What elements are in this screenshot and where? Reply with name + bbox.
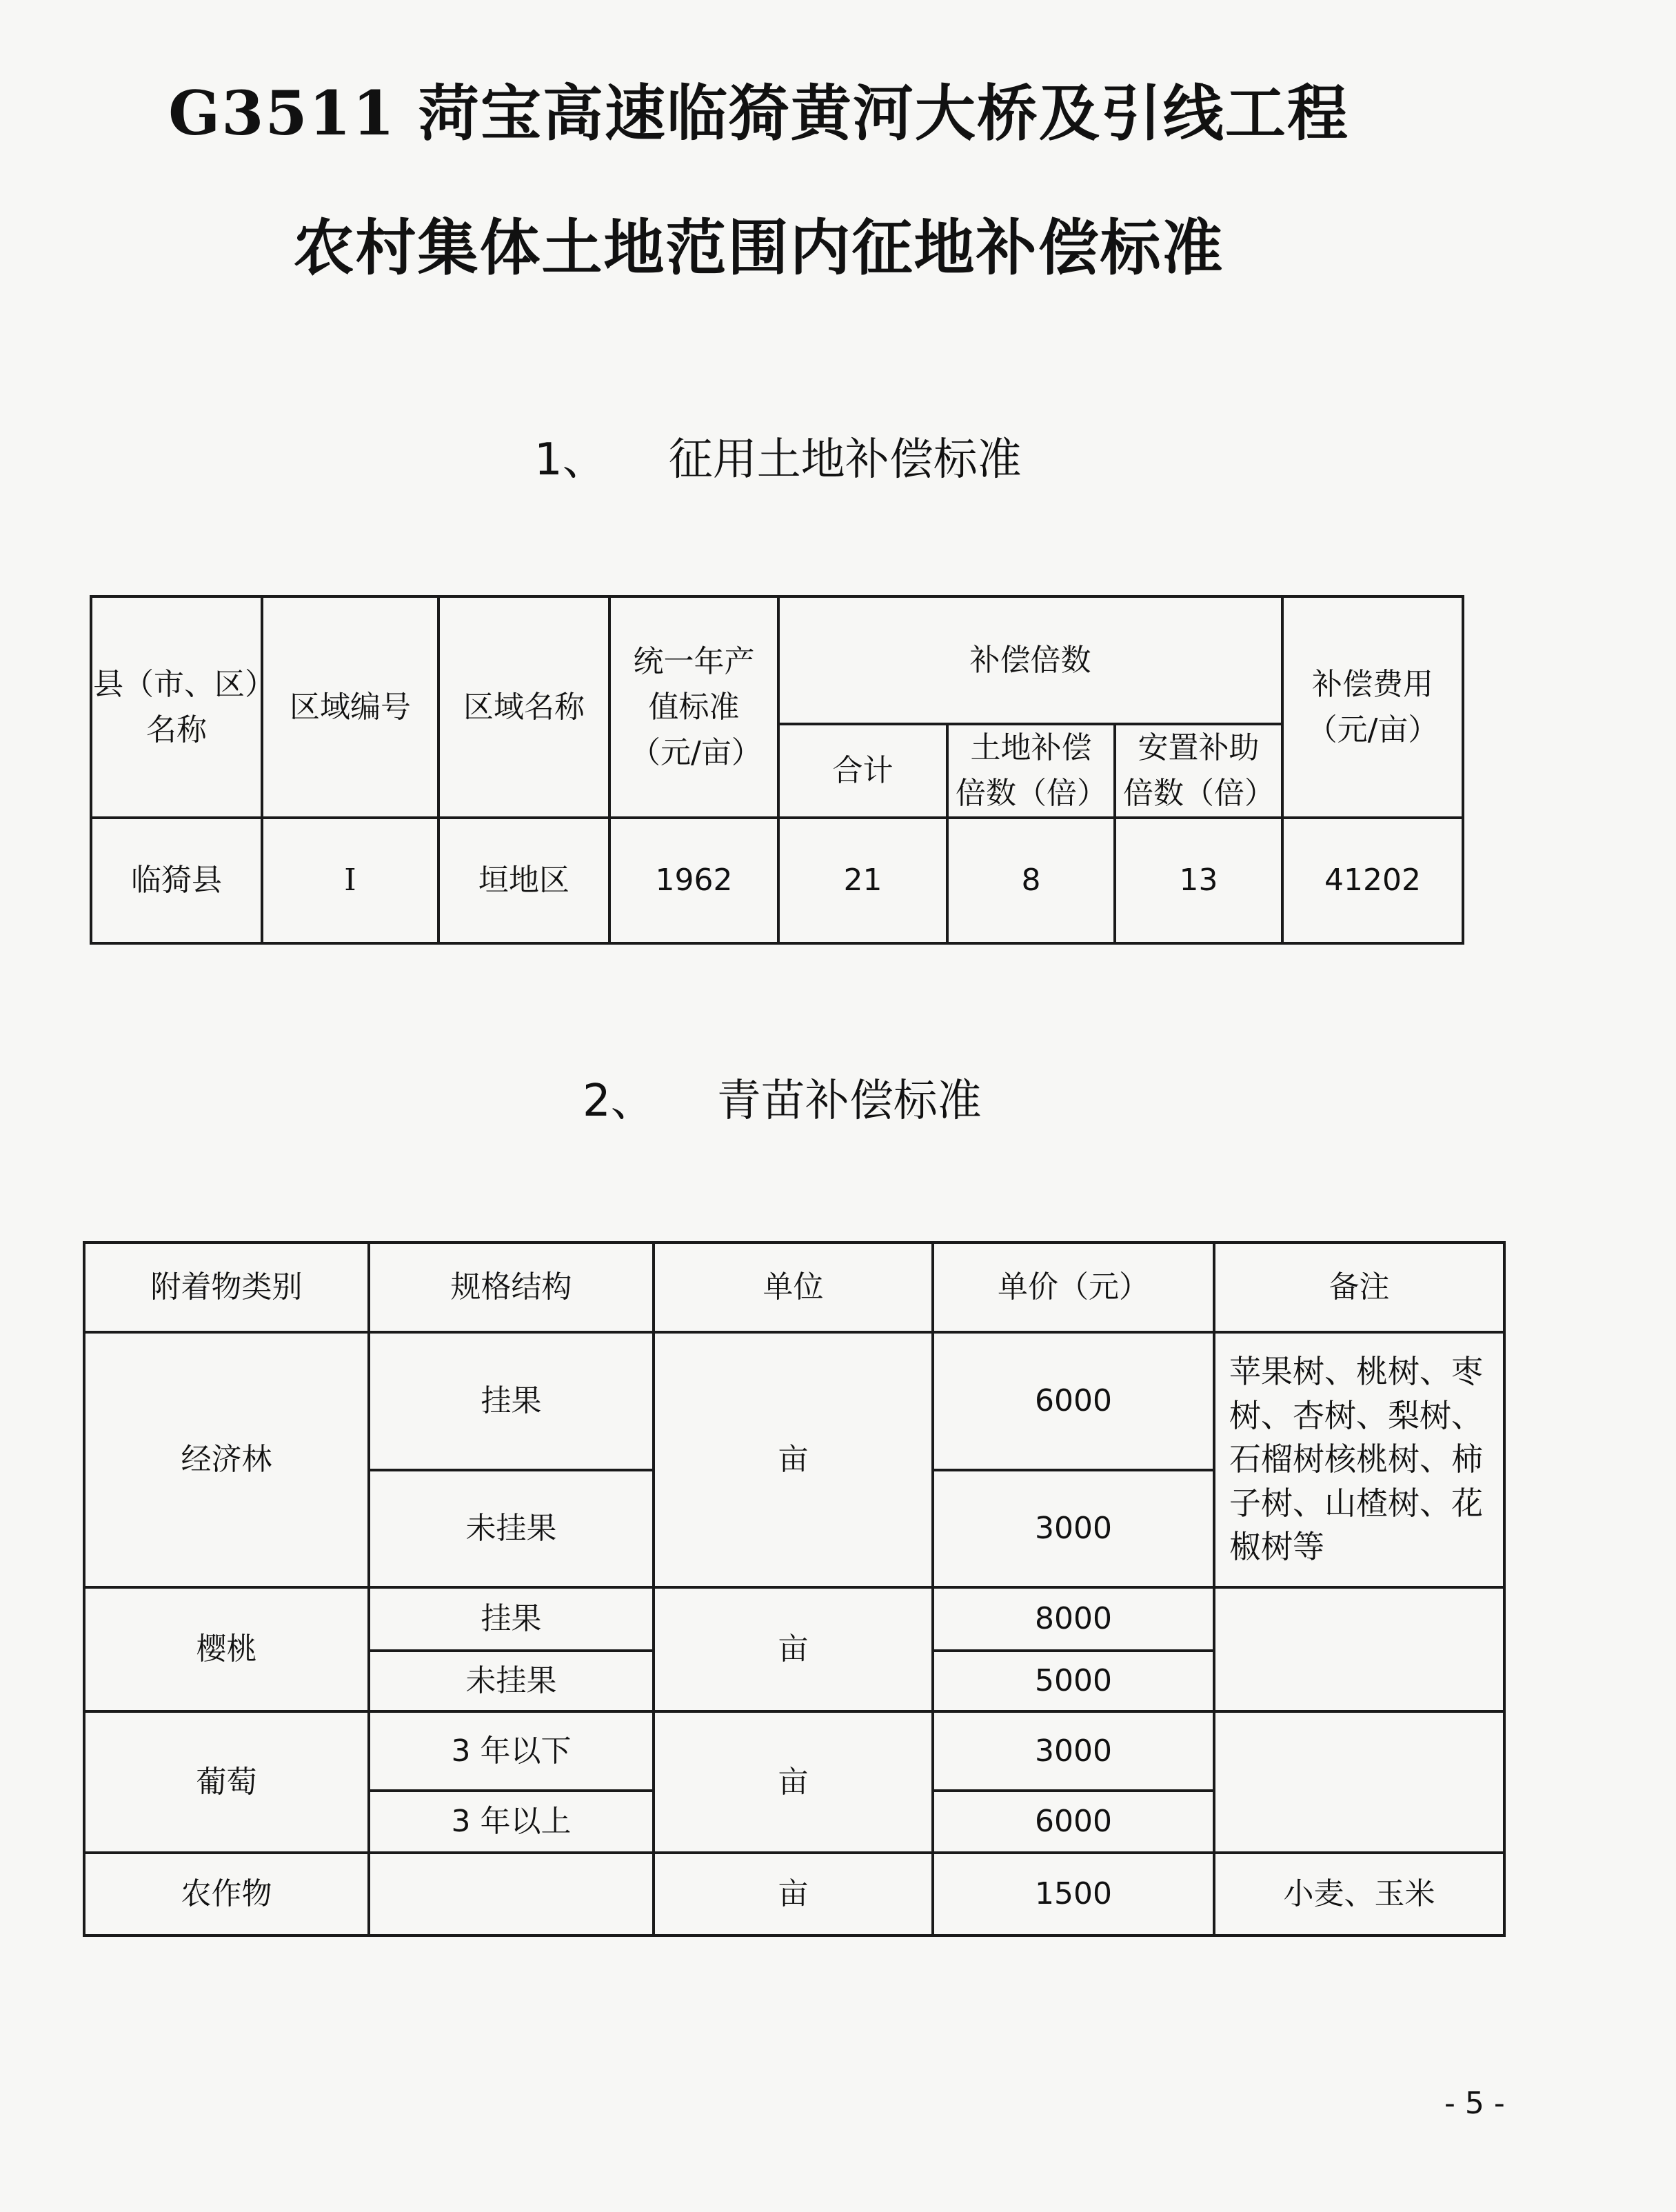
cell-unit: 亩 [654,1853,933,1936]
cell-spec: 未挂果 [369,1651,654,1711]
header-note: 备注 [1214,1243,1504,1332]
cell-spec: 3 年以上 [369,1791,654,1853]
cell-unit: 亩 [654,1332,933,1587]
header-resettle-multiplier: 安置补助倍数（倍） [1115,724,1282,818]
document-title-line2: 农村集体土地范围内征地补偿标准 [293,212,1224,283]
land-compensation-table [90,595,1464,945]
page-number: - 5 - [1444,2086,1505,2121]
cell-unit: 亩 [654,1587,933,1711]
header-fee: 补偿费用（元/亩） [1282,596,1463,818]
cell-category: 樱桃 [84,1587,369,1711]
section1-title: 征用土地补偿标准 [668,434,1022,485]
cell-resettle-multiplier: 13 [1115,818,1282,943]
section2-heading [583,1065,982,1129]
header-category: 附着物类别 [84,1243,369,1332]
cell-price: 6000 [933,1332,1214,1470]
cell-spec: 3 年以下 [369,1711,654,1791]
cell-area-name: 垣地区 [438,818,609,943]
cell-unit: 亩 [654,1711,933,1853]
cell-spec: 挂果 [369,1332,654,1470]
crop-compensation-table [83,1241,1506,1937]
cell-annual-output: 1962 [609,818,778,943]
cell-price: 3000 [933,1470,1214,1587]
cell-note [1214,1711,1504,1853]
cell-note [1214,1587,1504,1711]
cell-category: 经济林 [84,1332,369,1587]
cell-price: 1500 [933,1853,1214,1936]
section2-title: 青苗补偿标准 [716,1076,982,1127]
cell-note: 小麦、玉米 [1214,1853,1504,1936]
cell-fee: 41202 [1282,818,1463,943]
cell-area-code: I [262,818,438,943]
table-row [84,1711,1504,1791]
header-county: 县（市、区）名称 [91,596,262,818]
cell-land-multiplier: 8 [947,818,1115,943]
header-price: 单价（元） [933,1243,1214,1332]
table-row [84,1332,1504,1470]
table-row [84,1587,1504,1651]
cell-price: 3000 [933,1711,1214,1791]
document-title-line1: G3511 菏宝高速临猗黄河大桥及引线工程 [168,77,1349,149]
header-area-code: 区域编号 [262,596,438,818]
cell-price: 6000 [933,1791,1214,1853]
cell-category: 农作物 [84,1853,369,1936]
cell-spec: 挂果 [369,1587,654,1651]
section2-number: 2、 [583,1076,655,1127]
header-multiplier: 补偿倍数 [778,596,1282,724]
table-row [91,818,1463,943]
header-spec: 规格结构 [369,1243,654,1332]
header-total: 合计 [778,724,947,818]
cell-price: 8000 [933,1587,1214,1651]
header-area-name: 区域名称 [438,596,609,818]
header-unit: 单位 [654,1243,933,1332]
cell-county: 临猗县 [91,818,262,943]
section1-number: 1、 [534,434,607,485]
header-land-multiplier: 土地补偿倍数（倍） [947,724,1115,818]
cell-total: 21 [778,818,947,943]
cell-spec: 未挂果 [369,1470,654,1587]
table-row [84,1853,1504,1936]
cell-category: 葡萄 [84,1711,369,1853]
section1-heading [534,424,1022,487]
cell-spec [369,1853,654,1936]
cell-price: 5000 [933,1651,1214,1711]
cell-note: 苹果树、桃树、枣树、杏树、梨树、石榴树核桃树、柿子树、山楂树、花椒树等 [1214,1332,1504,1587]
header-annual-output: 统一年产值标准（元/亩） [609,596,778,818]
